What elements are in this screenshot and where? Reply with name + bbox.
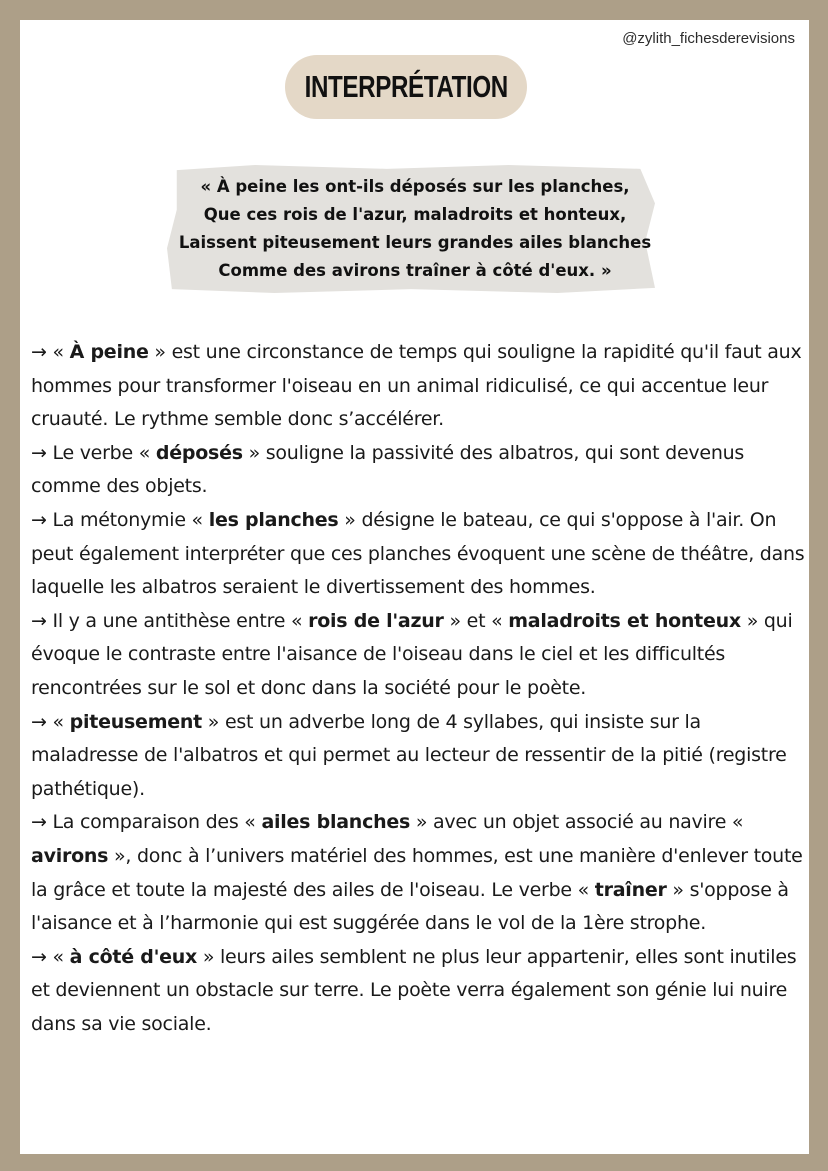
analysis-paragraph: → « À peine » est une circonstance de temps qui souligne la rapidité qu'il faut aux hommes pour transformer l'oiseau en un animal ridiculisé, ce qui accentue leur cruauté. Le rythme semble donc s’accélérer. <box>31 341 802 431</box>
arrow-icon: → <box>31 609 47 632</box>
keyword: piteusement <box>69 710 202 733</box>
page-title: INTERPRÉTATION <box>304 69 508 104</box>
arrow-icon: → <box>31 945 47 968</box>
arrow-icon: → <box>31 811 47 834</box>
keyword: maladroits et honteux <box>508 609 741 632</box>
keyword: les planches <box>208 508 339 531</box>
quote-line: Laissent piteusement leurs grandes ailes blanches <box>178 233 652 252</box>
analysis-paragraph: → La métonymie « les planches » désigne le bateau, ce qui s'oppose à l'air. On peut également interpréter que ces planches évoquent une scène de théâtre, dans laquelle les albatros seraient le divertissement des hommes. <box>31 508 805 599</box>
quote-line: Que ces rois de l'azur, maladroits et honteux, <box>203 205 627 224</box>
author-handle: @zylith_fichesderevisions <box>622 30 795 47</box>
keyword: ailes blanches <box>261 811 411 834</box>
keyword: À peine <box>69 341 149 363</box>
keyword: à côté d'eux <box>69 945 198 968</box>
analysis-paragraph: → « à côté d'eux » leurs ailes semblent ne plus leur appartenir, elles sont inutiles et deviennent un obstacle sur terre. Le poète verra également son génie lui nuire dans sa vie sociale. <box>31 945 797 1035</box>
quote-line: Comme des avirons traîner à côté d'eux. » <box>218 261 612 280</box>
document-page <box>20 20 809 1154</box>
keyword: déposés <box>155 441 243 464</box>
arrow-icon: → <box>31 341 47 363</box>
title-badge <box>285 55 527 119</box>
keyword: traîner <box>594 878 667 901</box>
keyword: rois de l'azur <box>308 609 444 632</box>
analysis-body <box>31 336 807 1041</box>
arrow-icon: → <box>31 508 47 531</box>
arrow-icon: → <box>31 441 47 464</box>
analysis-paragraph: → Il y a une antithèse entre « rois de l'azur » et « maladroits et honteux » qui évoque le contraste entre l'aisance de l'oiseau dans le ciel et les difficultés rencontrées sur le sol et donc dans la société pour le poète. <box>31 609 793 699</box>
arrow-icon: → <box>31 710 47 733</box>
analysis-paragraph: → « piteusement » est un adverbe long de 4 syllabes, qui insiste sur la maladresse de l'albatros et qui permet au lecteur de ressentir de la pitié (registre pathétique). <box>31 710 787 800</box>
quote-line: « À peine les ont-ils déposés sur les planches, <box>200 177 630 196</box>
analysis-paragraph: → Le verbe « déposés » souligne la passivité des albatros, qui sont devenus comme des objets. <box>31 441 745 498</box>
analysis-paragraph: → La comparaison des « ailes blanches » avec un objet associé au navire « avirons », donc à l’univers matériel des hommes, est une manière d'enlever toute la grâce et toute la majesté des ailes de l'oiseau. Le verbe « traîner » s'oppose à l'aisance et à l’harmonie qui est suggérée dans le vol de la 1ère strophe. <box>31 811 803 935</box>
keyword: avirons <box>31 844 109 867</box>
poem-quote <box>120 173 710 285</box>
